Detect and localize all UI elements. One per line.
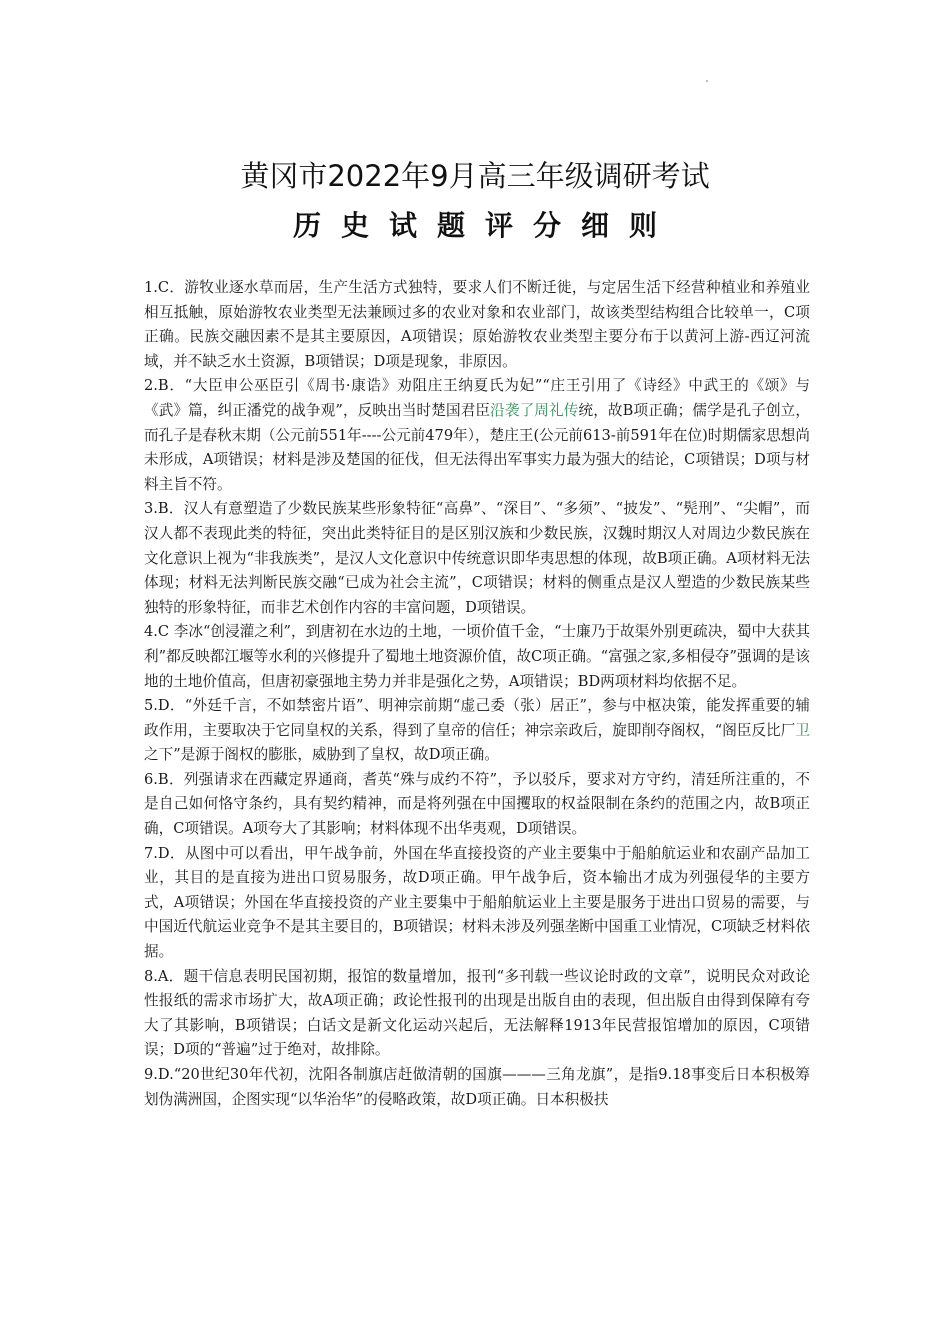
answer-item-2 [144,374,810,497]
answer-item-7: 7.D．从图中可以看出，甲午战争前，外国在华直接投资的产业主要集中于船舶航运业和农副产品加工业，其目的是直接为进出口贸易服务，故D项正确。甲午战争后，资本输出才成为列强侵华的主要方式，A项错误；外国在华直接投资的产业主要集中于船舶航运业上主要是服务于进出口贸易的需要，与中国近代航运业竞争不是其主要目的，B项错误；材料未涉及列强垄断中国重工业情况，C项缺乏材料依据。 [144,844,810,961]
answer-body [144,276,810,1112]
answer-text: 统，故B项正确；儒学是孔子创立，而孔子是春秋末期（公元前551年----公元前479年），楚庄王(公元前613-前591年在位)时期儒家思想尚未形成，A项错误；材料是涉及楚国的征伐，但无法得出军事实力最为强大的结论，C项错误；D项与材料主旨不符。 [144,401,810,493]
answer-item-3: 3.B．汉人有意塑造了少数民族某些形象特征“高鼻”、“深目”、“多须”、“披发”、“髡刑”、“尖帽”，而汉人都不表现此类的特征，突出此类特征目的是区别汉族和少数民族，汉魏时期汉人对周边少数民族在文化意识上视为“非我族类”，是汉人文化意识中传统意识即华夷思想的体现，故B项正确。A项材料无法体现；材料无法判断民族交融“已成为社会主流”，C项错误；材料的侧重点是汉人塑造的少数民族某些独特的形象特征，而非艺术创作内容的丰富问题，D项错误。 [144,500,810,616]
answer-item-6: 6.B．列强请求在西藏定界通商，耆英“殊与成约不符”，予以驳斥，要求对方守约，清廷所注重的，不是自己如何恪守条约，具有契约精神，而是将列强在中国攫取的权益限制在条约的范围之内，故B项正确，C项错误。A项夸大了其影响；材料体现不出华夷观，D项错误。 [144,770,810,838]
answer-item-4: 4.C 李冰“创浸灌之利”，到唐初在水边的土地，一顷价值千金，“士廉乃于故渠外别更疏决，蜀中大获其利”都反映都江堰等水利的兴修提升了蜀地土地资源价值，故C项正确。“富强之家,多相侵夺”强调的是该地的土地价值高，但唐初豪强地主势力并非是强化之势，A项错误；BD两项材料均依据不足。 [144,623,810,690]
answer-item-5 [144,694,810,768]
highlighted-text: 卫 [795,721,810,739]
answer-text: 2.B．“大臣申公巫臣引《周书·康诰》劝阻庄王纳夏氏为妃”“庄王引用了《诗经》中武王的《颂》与《武》篇，纠正潘党的战争观”，反映出当时楚国君臣 [144,377,810,419]
answer-item-1: 1.C．游牧业逐水草而居，生产生活方式独特，要求人们不断迁徙，与定居生活下经营种植业和养殖业相互抵触，原始游牧农业类型无法兼顾过多的农业对象和农业部门，故该类型结构组合比较单一，C项正确。民族交融因素不是其主要原因，A项错误；原始游牧农业类型主要分布于以黄河上游-西辽河流域，并不缺乏水土资源，B项错误；D项是现象，非原因。 [144,279,810,370]
answer-item-9: 9.D.“20世纪30年代初，沈阳各制旗店赶做清朝的国旗———三角龙旗”，是指9.18事变后日本积极筹划伪满洲国，企图实现“以华治华”的侵略政策，故D项正确。日本积极扶 [144,1066,810,1108]
answer-text: 之下”是源于阁权的膨胀，威胁到了皇权，故D项正确。 [144,746,499,764]
answer-item-8: 8.A．题干信息表明民国初期，报馆的数量增加，报刊“多刊载一些议论时政的文章”，说明民众对政论性报纸的需求市场扩大，故A项正确；政论性报刊的出现是出版自由的表现，但出版自由得到保障有夸大了其影响，B项错误；白话文是新文化运动兴起后，无法解释1913年民营报馆增加的原因，C项错误；D项的“普遍”过于绝对，故排除。 [144,967,810,1059]
highlighted-text: 沿袭了周礼传 [490,401,579,419]
document-subtitle: 历史试题评分细则 [292,209,677,242]
document-title: 黄冈市2022年9月高三年级调研考试 [240,159,710,193]
answer-text: 5.D．“外廷千言，不如禁密片语”、明神宗前期“虚己委（张）居正”，参与中枢决策，能发挥重要的辅政作用，主要取决于它同皇权的关系，得到了皇帝的信任；神宗亲政后，旋即削夺阁权，“阁臣反比厂 [144,697,810,739]
scan-speck [706,80,708,82]
